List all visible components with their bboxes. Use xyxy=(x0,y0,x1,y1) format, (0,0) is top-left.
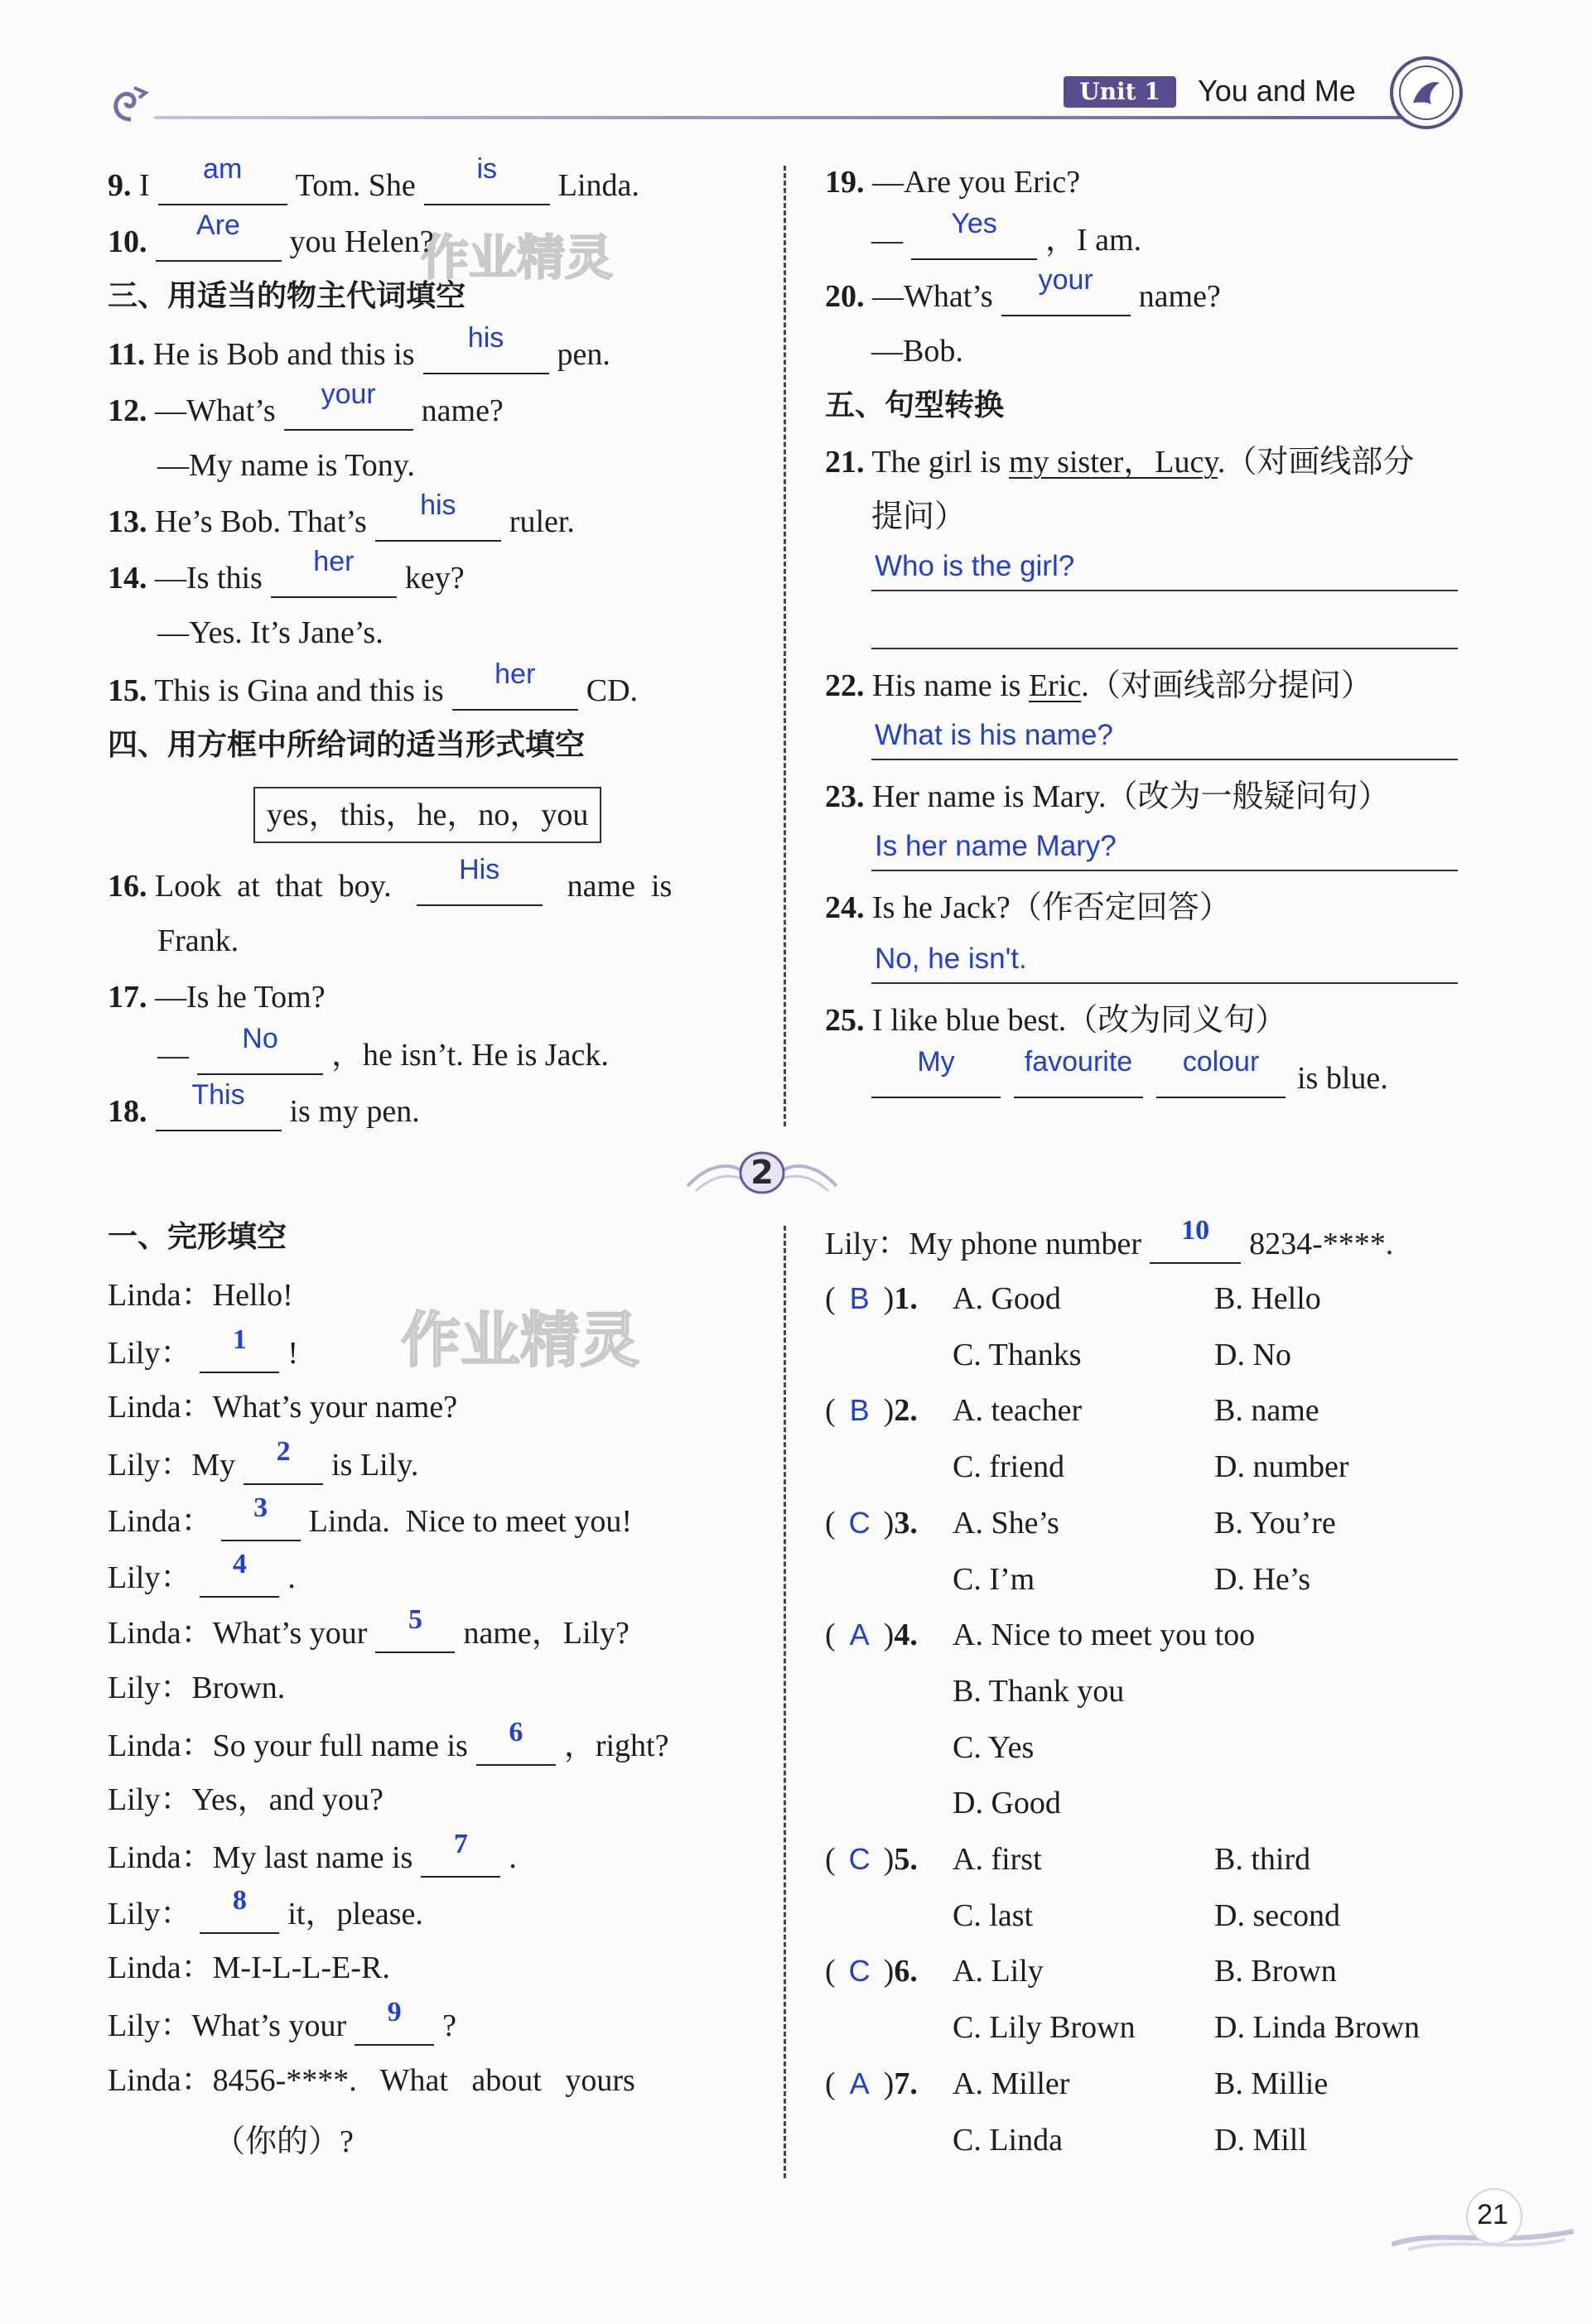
cloze-text: So your full name is xyxy=(212,1729,468,1763)
cloze-line xyxy=(108,2061,635,2100)
section-badge-number: 2 xyxy=(750,1154,774,1192)
choice-option-b[interactable]: B. You’re xyxy=(1214,1506,1336,1540)
choice-option-b[interactable]: B. name xyxy=(1214,1393,1319,1428)
answer-blank: This xyxy=(156,1090,282,1131)
page-number-area xyxy=(1392,2187,1574,2261)
choice-option-c[interactable]: C. Yes xyxy=(953,1730,1035,1765)
column-divider xyxy=(784,1226,786,2178)
choice-answer: ( B )1. xyxy=(825,1281,918,1316)
unit-badge-text: Unit 1 xyxy=(1079,78,1160,105)
cloze-text: name，Lily? xyxy=(463,1616,630,1651)
question-10: 10. Are you Helen? xyxy=(108,220,434,262)
choice-answer: ( B )2. xyxy=(825,1393,918,1428)
cloze-line xyxy=(108,1885,423,1934)
speaker: Linda： xyxy=(108,2063,213,2098)
section-5-heading: 五、句型转换 xyxy=(825,388,1005,422)
speaker: Lily： xyxy=(108,1336,192,1371)
question-24: 24. Is he Jack?（作否定回答） xyxy=(825,890,1231,925)
cloze-blank: 5 xyxy=(375,1612,455,1653)
cloze-line xyxy=(108,1275,293,1315)
answer-blank: your xyxy=(284,389,413,431)
choice-option-b[interactable]: B. Brown xyxy=(1214,1954,1337,1989)
choice-answer: ( A )7. xyxy=(825,2066,918,2101)
cloze-text: ! xyxy=(287,1336,298,1371)
answer-blank: My xyxy=(871,1057,1001,1098)
cloze-blank: 9 xyxy=(355,2004,434,2046)
cloze-text: My last name is xyxy=(212,1840,413,1875)
question-18: 18. This is my pen. xyxy=(108,1090,420,1131)
cloze-line xyxy=(108,1948,390,1988)
answer-blank: Are xyxy=(156,220,282,262)
watermark: 作业精灵 xyxy=(421,229,614,286)
choice-option-d[interactable]: D. number xyxy=(1214,1449,1349,1484)
cloze-text: . xyxy=(287,1560,296,1595)
question-17-reply: — No ，he isn’t. He is Jack. xyxy=(157,1034,609,1075)
speaker: Lily： xyxy=(108,2008,192,2043)
cloze-blank: 4 xyxy=(200,1556,279,1598)
speaker: Linda： xyxy=(108,1390,213,1425)
question-19: 19. —Are you Eric? xyxy=(825,165,1081,200)
choice-option-d[interactable]: D. Mill xyxy=(1214,2123,1307,2158)
choice-option-a[interactable]: A. first xyxy=(953,1842,1042,1877)
cloze-text: ? xyxy=(442,2008,456,2043)
cloze-blank: 6 xyxy=(476,1724,556,1766)
answer-blank: Yes xyxy=(911,219,1037,260)
choice-option-a[interactable]: A. Good xyxy=(953,1281,1061,1316)
choice-option-d[interactable]: D. He’s xyxy=(1214,1562,1311,1597)
cloze-line xyxy=(108,1387,457,1427)
column-divider xyxy=(784,166,786,1126)
cloze-text: is Lily. xyxy=(331,1448,419,1483)
choice-option-d[interactable]: D. Linda Brown xyxy=(1214,2010,1421,2045)
choice-option-a[interactable]: A. Miller xyxy=(953,2066,1070,2101)
speaker: Lily： xyxy=(108,1560,192,1595)
answer-line xyxy=(871,590,1458,591)
answer-blank: colour xyxy=(1156,1057,1286,1098)
question-12-reply: —My name is Tony. xyxy=(157,448,415,483)
answer-blank: your xyxy=(1001,275,1131,316)
answer-line xyxy=(871,870,1458,871)
choice-option-c[interactable]: C. last xyxy=(953,1898,1034,1933)
section-3-heading: 三、用适当的物主代词填空 xyxy=(108,279,466,313)
page-header xyxy=(0,0,1592,141)
speaker: Linda： xyxy=(108,1950,213,1985)
answer-blank: her xyxy=(452,669,578,711)
answer-blank: favourite xyxy=(1014,1057,1143,1098)
cloze-blank: 7 xyxy=(421,1836,500,1878)
answer-blank: No xyxy=(197,1034,323,1075)
choice-option-c[interactable]: C. I’m xyxy=(953,1562,1035,1597)
word-box-text: yes，this，he，no，you xyxy=(267,798,589,832)
choice-option-c[interactable]: C. friend xyxy=(953,1449,1065,1484)
choice-option-b[interactable]: B. Thank you xyxy=(953,1674,1125,1709)
choice-option-c[interactable]: C. Lily Brown xyxy=(953,2010,1136,2045)
question-20-reply: —Bob. xyxy=(871,334,963,369)
cloze-line xyxy=(108,1436,419,1485)
speaker: Lily： xyxy=(108,1448,192,1483)
answer-blank: her xyxy=(271,557,397,598)
cloze-line xyxy=(108,1492,633,1541)
choice-answer: ( C )5. xyxy=(825,1842,918,1877)
answer-blank: his xyxy=(423,333,549,374)
answer-blank: his xyxy=(375,500,501,542)
cloze-blank: 8 xyxy=(200,1892,279,1934)
choice-answer: ( A )4. xyxy=(825,1618,918,1652)
watermark: 作业精灵 xyxy=(401,1305,640,1375)
cloze-line xyxy=(108,1668,285,1708)
question-16-line2: Frank. xyxy=(157,923,239,958)
cloze-text: Brown. xyxy=(191,1671,286,1705)
speaker: Linda： xyxy=(108,1504,213,1539)
cloze-line xyxy=(108,1324,298,1373)
speaker: Lily： xyxy=(108,1897,192,1931)
question-14: 14. —Is this her key? xyxy=(108,557,465,598)
question-9: 9. I am Tom. She is Linda. xyxy=(108,164,639,205)
speaker: Lily： xyxy=(108,1782,192,1817)
question-12: 12. —What’s your name? xyxy=(108,389,504,431)
cloze-text: What’s your xyxy=(212,1616,368,1651)
cloze-blank: 1 xyxy=(200,1332,279,1373)
question-21: 21. The girl is my sister，Lucy.（对画线部分 xyxy=(825,445,1415,480)
cloze-text: M-I-L-L-E-R. xyxy=(212,1950,390,1985)
answer-line xyxy=(871,648,1458,649)
question-19-reply: — Yes ，I am. xyxy=(871,219,1141,260)
cloze-right-first: Lily：My phone number 10 8234-****. xyxy=(825,1222,1393,1264)
section-4-heading: 四、用方框中所给词的适当形式填空 xyxy=(108,728,586,762)
question-25-answer: My favourite colour is blue. xyxy=(871,1057,1388,1098)
choice-option-b[interactable]: B. third xyxy=(1214,1842,1311,1877)
cloze-line xyxy=(108,1829,517,1878)
question-20: 20. —What’s your name? xyxy=(825,275,1221,316)
cloze-text: What’s your xyxy=(191,2008,347,2043)
choice-option-b[interactable]: B. Millie xyxy=(1214,2066,1329,2101)
cloze-last-line2: （你的）? xyxy=(214,2124,354,2159)
answer-line xyxy=(871,982,1458,984)
choice-answer: ( C )3. xyxy=(825,1506,918,1540)
choice-option-b[interactable]: B. Hello xyxy=(1214,1281,1321,1316)
cloze-text: 8456-****. What about yours xyxy=(212,2063,635,2098)
question-22-answer: What is his name? xyxy=(875,719,1113,751)
section-badge xyxy=(679,1143,845,1203)
cloze-text: My xyxy=(191,1448,236,1483)
choice-option-c[interactable]: C. Linda xyxy=(953,2123,1063,2158)
question-21-answer: Who is the girl? xyxy=(875,550,1075,582)
cloze-text: ，right? xyxy=(563,1729,669,1763)
header-line xyxy=(154,116,1413,119)
cloze-text: Yes，and you? xyxy=(191,1782,384,1817)
question-11: 11. He is Bob and this is his pen. xyxy=(108,333,610,374)
question-24-answer: No, he isn't. xyxy=(875,943,1027,975)
question-21-line2: 提问） xyxy=(871,499,967,534)
answer-blank: am xyxy=(158,164,287,205)
question-17: 17. —Is he Tom? xyxy=(108,980,326,1015)
question-22: 22. His name is Eric.（对画线部分提问） xyxy=(825,668,1372,703)
question-14-reply: —Yes. It’s Jane’s. xyxy=(157,615,384,650)
answer-blank: is xyxy=(424,164,550,205)
page-number: 21 xyxy=(1477,2199,1508,2230)
cloze-blank: 10 xyxy=(1150,1222,1241,1264)
word-box xyxy=(253,787,601,843)
cloze-blank: 2 xyxy=(244,1444,323,1485)
answer-blank: His xyxy=(417,865,543,906)
cloze-heading: 一、完形填空 xyxy=(108,1220,287,1254)
choice-option-d[interactable]: D. No xyxy=(1214,1338,1291,1372)
choice-option-a[interactable]: A. teacher xyxy=(953,1393,1083,1428)
choice-option-a[interactable]: A. She’s xyxy=(953,1506,1059,1540)
question-13: 13. He’s Bob. That’s his ruler. xyxy=(108,500,575,542)
cloze-line xyxy=(108,1780,384,1820)
cloze-line xyxy=(108,1997,456,2046)
cloze-blank: 3 xyxy=(221,1500,301,1541)
cloze-text: . xyxy=(509,1840,517,1875)
choice-option-d[interactable]: D. second xyxy=(1214,1898,1340,1933)
cloze-text: What’s your name? xyxy=(212,1390,458,1425)
cloze-text: Hello! xyxy=(212,1278,293,1313)
question-23-answer: Is her name Mary? xyxy=(875,830,1117,862)
choice-option-a[interactable]: A. Lily xyxy=(953,1954,1044,1989)
unit-badge xyxy=(1064,76,1176,108)
cloze-line xyxy=(108,1717,669,1766)
answer-line xyxy=(871,759,1458,760)
choice-answer: ( C )6. xyxy=(825,1954,918,1989)
emblem-icon xyxy=(1388,55,1464,131)
question-25: 25. I like blue best.（改为同义句） xyxy=(825,1003,1287,1038)
choice-option-a[interactable]: A. Nice to meet you too xyxy=(953,1618,1256,1652)
swirl-logo-icon xyxy=(106,76,156,126)
speaker: Lily： xyxy=(108,1671,192,1705)
cloze-text: Linda. Nice to meet you! xyxy=(308,1504,633,1539)
choice-option-d[interactable]: D. Good xyxy=(953,1786,1061,1820)
cloze-line xyxy=(108,1604,630,1653)
speaker: Linda： xyxy=(108,1616,213,1651)
cloze-text: it，please. xyxy=(287,1897,423,1931)
speaker: Linda： xyxy=(108,1840,213,1875)
speaker: Linda： xyxy=(108,1278,213,1313)
choice-option-c[interactable]: C. Thanks xyxy=(953,1338,1082,1372)
question-16: 16. Look at that boy. His name is xyxy=(108,865,672,906)
cloze-line xyxy=(108,1549,296,1598)
question-15: 15. This is Gina and this is her CD. xyxy=(108,669,638,711)
question-23: 23. Her name is Mary.（改为一般疑问句） xyxy=(825,779,1390,814)
speaker: Linda： xyxy=(108,1729,213,1763)
unit-title: You and Me xyxy=(1198,74,1356,108)
